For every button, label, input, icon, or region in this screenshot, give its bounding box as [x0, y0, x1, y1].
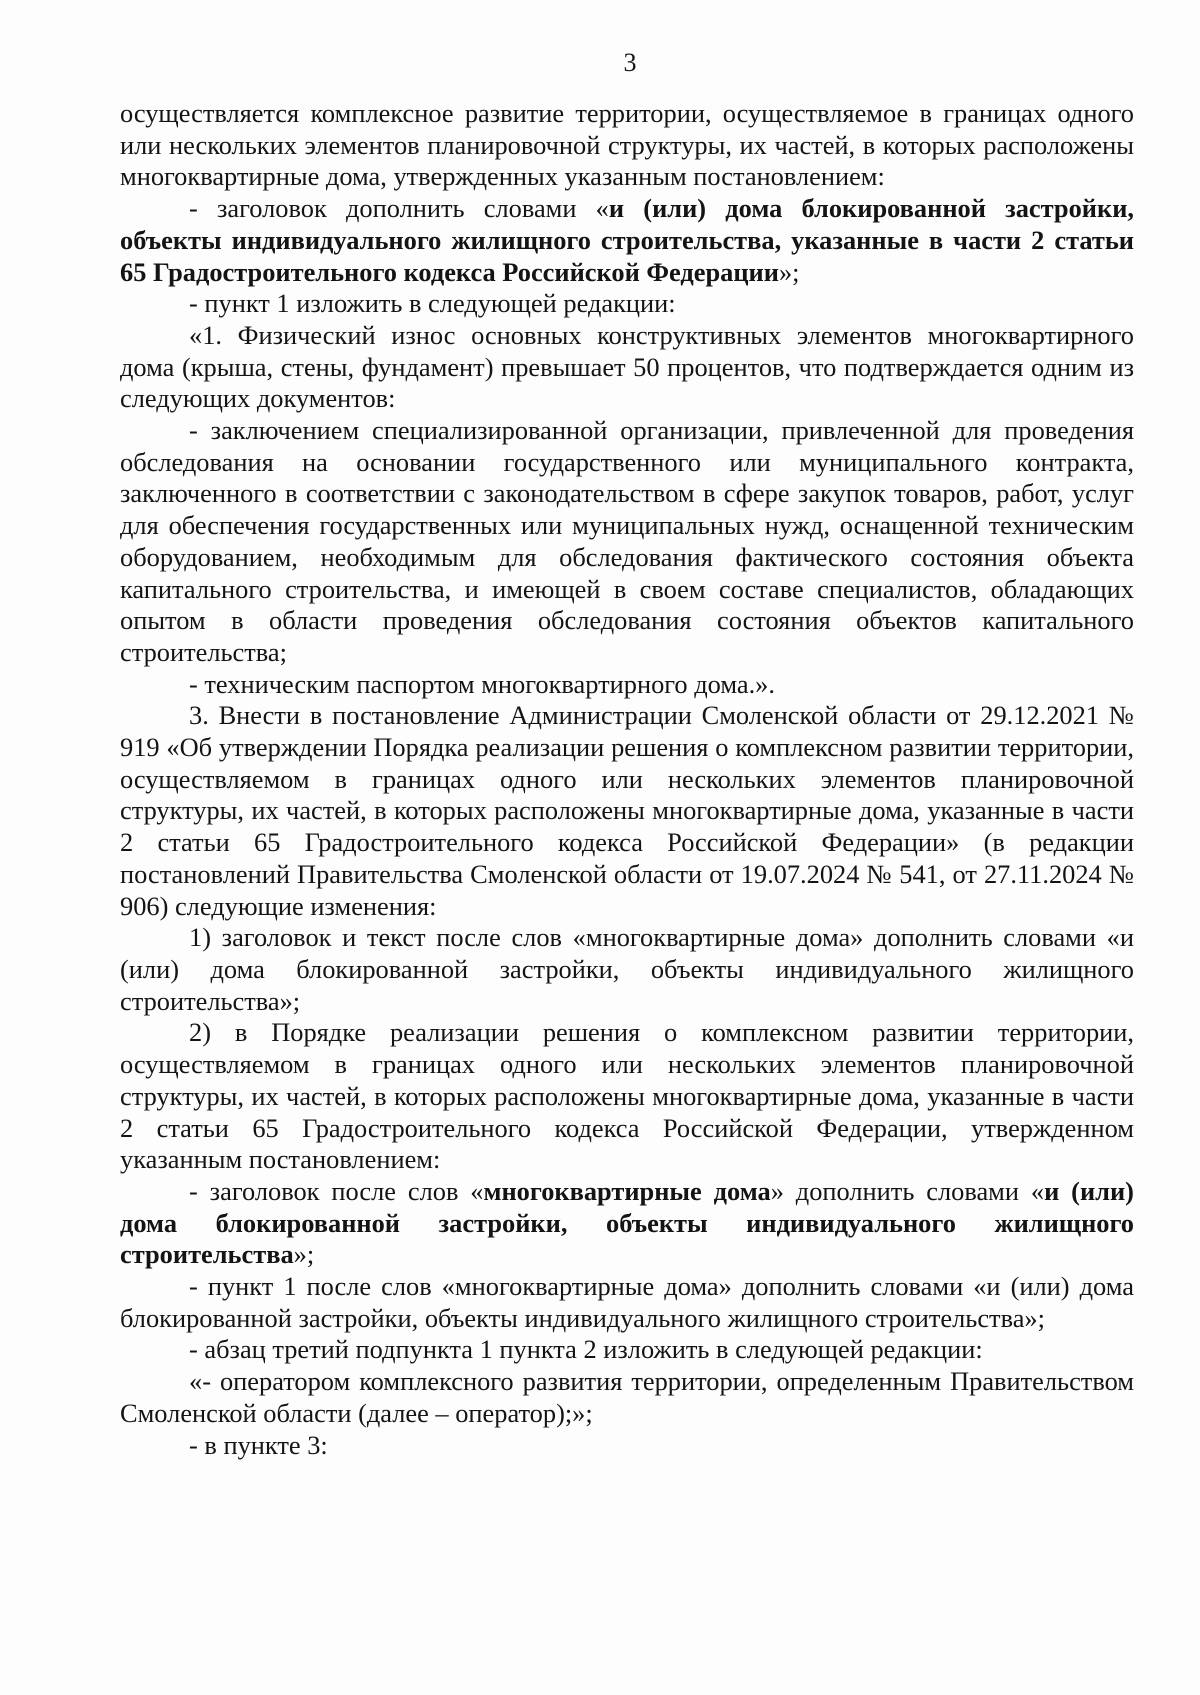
- text-run: - пункт 1 после слов «многоквартирные дома» дополнить словами «и (или) дома блокированной застройки, объекты индивидуального жилищного строительства»;: [120, 1271, 1134, 1333]
- paragraph-item-1-text: [120, 320, 1134, 415]
- text-run: 3. Внести в постановление Администрации Смоленской области от 29.12.2021 № 919 «Об утверждении Порядка реализации решения о комплексном развитии территории, осуществляемом в границах одного или нескольких элементов планировочной структуры, их частей, в которых расположены многоквартирные дома, указанные в части 2 статьи 65 Градостроительного кодекса Российской Федерации» (в редакции постановлений Правительства Смоленской области от 19.07.2024 № 541, от 27.11.2024 № 906) следующие изменения:: [120, 700, 1134, 921]
- paragraph-item-1-amendment: [120, 1271, 1134, 1334]
- text-run: осуществляется комплексное развитие территории, осуществляемое в границах одного или нескольких элементов планировочной структуры, их частей, в которых расположены многоквартирные дома, утвержденных указанным постановлением:: [120, 98, 1134, 192]
- document-body: [120, 98, 1134, 1461]
- paragraph-item-3: [120, 1430, 1134, 1462]
- paragraph-subclause-2: [120, 1017, 1134, 1176]
- paragraph-technical-passport: [120, 669, 1134, 701]
- text-run: - пункт 1 изложить в следующей редакции:: [189, 288, 676, 319]
- paragraph-third-abzac: [120, 1334, 1134, 1366]
- text-run: 1) заголовок и текст после слов «многоквартирные дома» дополнить словами «и (или) дома блокированной застройки, объекты индивидуального жилищного строительства»;: [120, 922, 1134, 1016]
- bold-text-run: многоквартирные дома: [483, 1175, 771, 1206]
- text-run: - заключением специализированной организации, привлеченной для проведения обследования на основании государственного или муниципального контракта, заключенного в соответствии с законодательством в сфере закупок товаров, работ, услуг для обеспечения государственных или муниципальных нужд, оснащенной техническим оборудованием, необходимым для обследования фактического состояния объекта капитального строительства, и имеющей в своем составе специалистов, обладающих опытом в области проведения обследования состояния объектов капитального строительства;: [120, 415, 1134, 667]
- text-run: - абзац третий подпункта 1 пункта 2 изложить в следующей редакции:: [189, 1334, 983, 1365]
- paragraph-clause-3: [120, 700, 1134, 922]
- text-run: »;: [293, 1239, 315, 1270]
- paragraph-expert-conclusion: [120, 415, 1134, 669]
- text-run: »;: [778, 256, 800, 287]
- paragraph-title-amendment-1: [120, 193, 1134, 288]
- paragraph-title-amendment-2: [120, 1176, 1134, 1271]
- text-run: » дополнить словами «: [770, 1175, 1045, 1206]
- text-run: - техническим паспортом многоквартирного дома.».: [189, 668, 775, 699]
- paragraph-item-1-heading: [120, 288, 1134, 320]
- bold-text-run: и (или) дома блокированной застройки, объекты индивидуального жилищного строительства, указанные в части 2 статьи 65 Градостроительного кодекса Российской Федерации: [120, 193, 1135, 287]
- page-number: 3: [623, 48, 637, 77]
- paragraph-intro: [120, 98, 1134, 193]
- bold-text-run: и (или) дома блокированной застройки, объекты индивидуального жилищного строительства: [120, 1175, 1134, 1270]
- text-run: «1. Физический износ основных конструктивных элементов многоквартирного дома (крыша, стены, фундамент) превышает 50 процентов, что подтверждается одним из следующих документов:: [120, 319, 1134, 414]
- text-run: - заголовок дополнить словами «: [189, 193, 609, 224]
- paragraph-operator: [120, 1366, 1134, 1429]
- text-run: «- оператором комплексного развития территории, определенным Правительством Смоленской области (далее – оператор);»;: [120, 1366, 1134, 1428]
- text-run: 2) в Порядке реализации решения о комплексном развитии территории, осуществляемом в границах одного или нескольких элементов планировочной структуры, их частей, в которых расположены многоквартирные дома, указанные в части 2 статьи 65 Градостроительного кодекса Российской Федерации, утвержденном указанным постановлением:: [120, 1017, 1134, 1175]
- text-run: - заголовок после слов «: [189, 1175, 484, 1206]
- paragraph-subclause-1: [120, 922, 1134, 1017]
- text-run: - в пункте 3:: [189, 1429, 328, 1460]
